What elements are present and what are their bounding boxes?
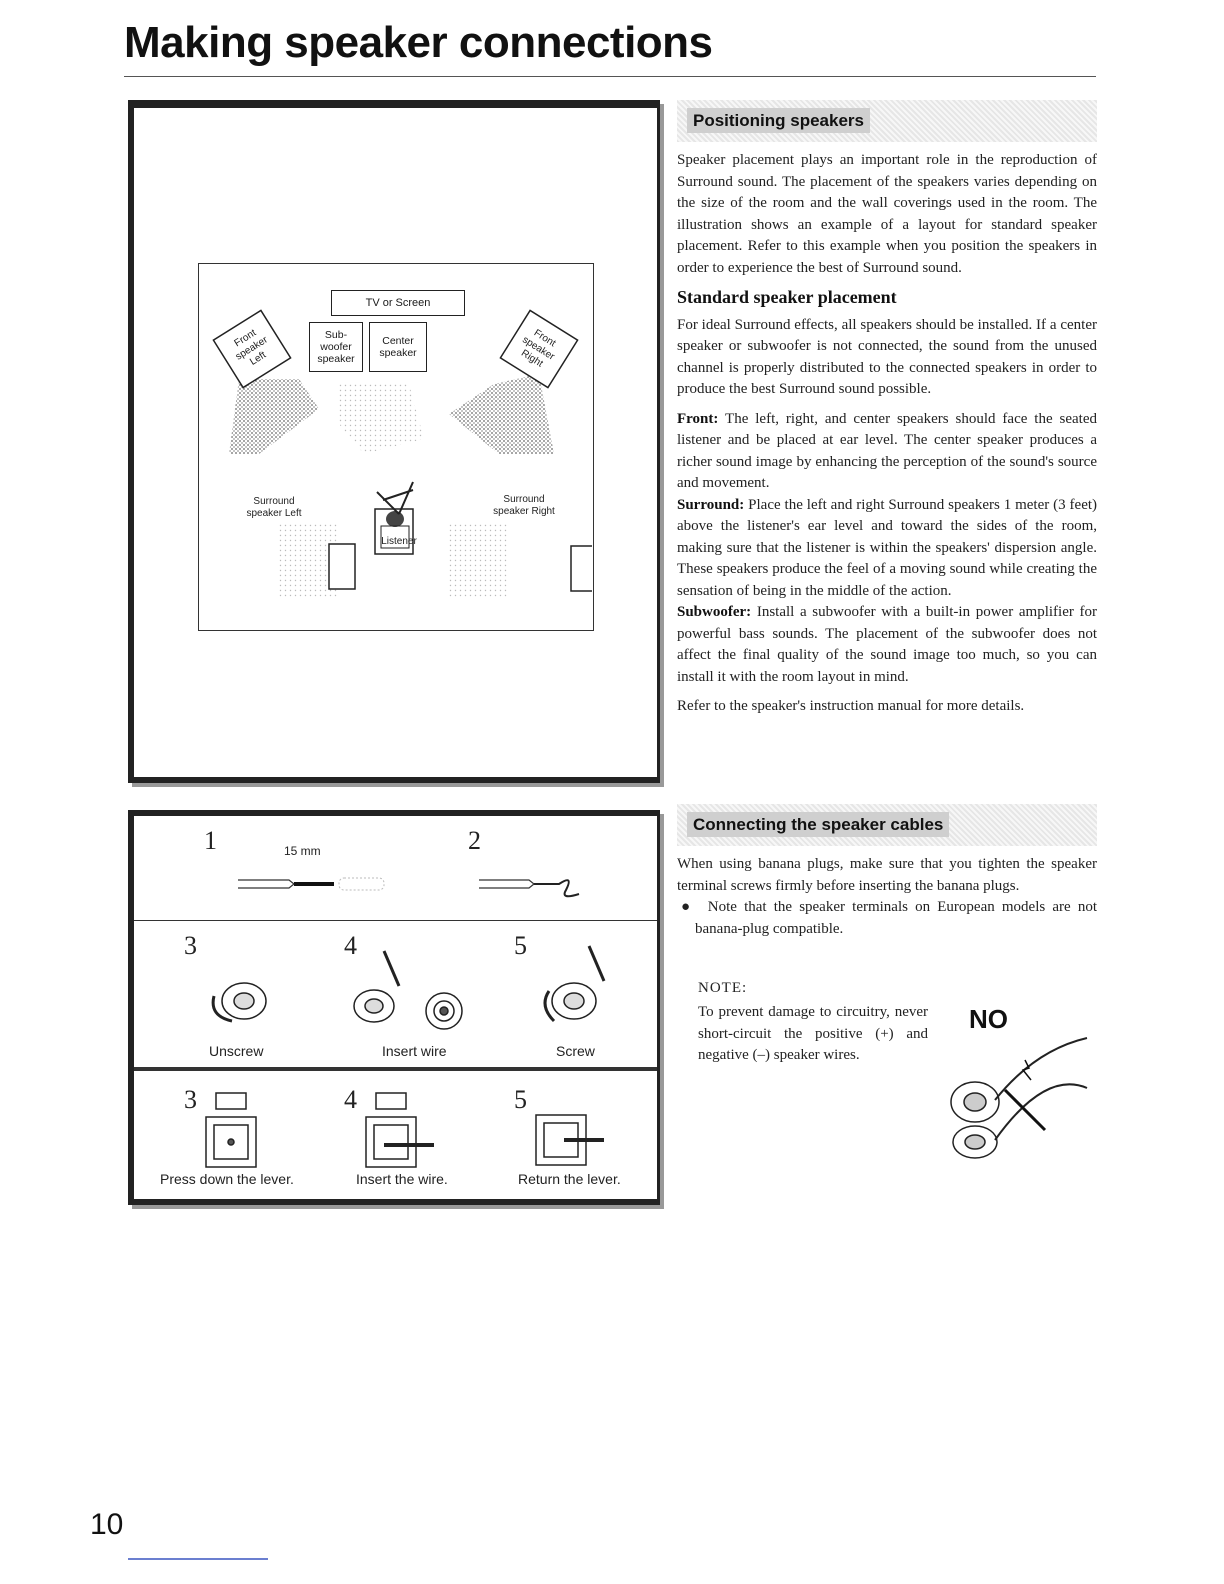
strip-wire-row <box>134 816 657 921</box>
step-number: 1 <box>204 826 217 855</box>
tv-screen-box <box>331 290 465 316</box>
unscrew-terminal-icon <box>213 983 266 1021</box>
positioning-body <box>677 150 1097 718</box>
front-left-label: Front speaker Left <box>232 327 270 368</box>
center-sound-cone <box>339 384 424 454</box>
step-caption: Insert the wire. <box>356 1171 448 1187</box>
insert-wire-lever-icon <box>366 1093 434 1167</box>
positioning-intro: Speaker placement plays an important role in the reproduction of Surround sound. The placement of the speakers varies depending on the size of the room and the wall coverings used in the room. The illustration shows an example of a layout for standard speaker placement. Refer to this example when you position the speakers in order to experience the best of Surround sound. <box>677 152 1097 276</box>
step-number: 4 <box>344 931 357 960</box>
front-right-label: Front speaker Right <box>519 327 558 370</box>
front-right-sound-cone <box>449 374 554 454</box>
connecting-body <box>677 854 1097 940</box>
front-left-sound-cone <box>229 379 319 454</box>
front-label: Front: <box>677 410 719 427</box>
tv-screen-label: TV or Screen <box>365 297 431 309</box>
step-caption: Unscrew <box>209 1043 264 1059</box>
step-caption: Return the lever. <box>518 1171 621 1187</box>
surround-paragraph: Surround: Place the left and right Surround speakers 1 meter (3 feet) above the listener's ear level and toward the sides of the room, making sure that the listener is within the speakers' dispersion angle. These speakers produce the feel of a moving sound while creating the sensation of being in the middle of the action. <box>677 496 1098 599</box>
step-number: 4 <box>344 1085 357 1114</box>
center-speaker-label: Center speaker <box>379 335 417 359</box>
step-number: 3 <box>184 931 197 960</box>
refer-text: Refer to the speaker's instruction manual for more details. <box>677 698 1025 714</box>
step-caption: Screw <box>556 1043 595 1059</box>
surround-right-speaker-icon <box>571 546 592 591</box>
front-paragraph: Front: The left, right, and center speakers should face the seated listener and be placed at ear level. The center speaker produces a richer sound image by enhancing the perception of the sound's source and movement. <box>677 410 1097 491</box>
speaker-placement-panel <box>128 100 660 783</box>
lever-terminal-row <box>134 1075 657 1200</box>
room-diagram <box>198 263 594 631</box>
subwoofer-label: Sub- woofer speaker <box>317 329 355 365</box>
listener-label: Listener <box>381 536 417 547</box>
step-caption: Insert wire <box>382 1043 447 1059</box>
title-rule <box>124 76 1096 77</box>
surround-left-label: Surround speaker Left <box>246 496 302 519</box>
surround-left-speaker-icon <box>329 544 355 589</box>
subwoofer-box <box>309 322 363 372</box>
return-lever-icon <box>536 1115 604 1165</box>
surround-label: Surround: <box>677 496 745 513</box>
step-number: 5 <box>514 931 527 960</box>
screw-terminal-icon <box>545 946 604 1021</box>
page-number: 10 <box>90 1508 124 1541</box>
insert-wire-terminal-icon <box>354 951 462 1029</box>
center-speaker-box <box>369 322 427 372</box>
footer-rule <box>128 1558 268 1560</box>
note-text: To prevent damage to circuitry, never short-circuit the positive (+) and negative (–) speaker wires. <box>698 1004 928 1063</box>
step-caption: Press down the lever. <box>160 1171 294 1187</box>
step-number: 2 <box>468 826 481 855</box>
positioning-heading: Positioning speakers <box>677 100 1097 142</box>
european-model-note: ● Note that the speaker terminals on European models are not banana-plug compatible. <box>681 899 1097 937</box>
strip-length-label: 15 mm <box>284 844 321 858</box>
screw-terminal-row <box>134 921 657 1071</box>
surround-right-label: Surround speaker Right <box>493 494 555 517</box>
note-label: NOTE: <box>698 980 748 996</box>
page-title: Making speaker connections <box>124 18 713 67</box>
ideal-placement-text: For ideal Surround effects, all speakers should be installed. If a center speaker or subwoofer is not connected, the sound from the unused channel is properly distributed to the connected speakers in order to produce the best Surround sound possible. <box>677 316 1097 397</box>
banana-plug-text: When using banana plugs, make sure that you tighten the speaker terminal screws firmly before inserting the banana plugs. <box>677 856 1097 894</box>
wiring-steps-panel <box>128 810 660 1205</box>
subwoofer-label: Subwoofer: <box>677 604 752 620</box>
step-number: 3 <box>184 1085 197 1114</box>
step-number: 5 <box>514 1085 527 1114</box>
short-circuit-warning-illustration <box>935 1030 1095 1160</box>
room-illustration <box>199 264 592 629</box>
press-lever-icon <box>206 1093 256 1167</box>
connecting-heading: Connecting the speaker cables <box>677 804 1097 846</box>
surround-right-sound-area <box>449 524 509 599</box>
subwoofer-paragraph: Subwoofer: Install a subwoofer with a built-in power amplifier for powerful bass sounds. The placement of the subwoofer does not affect the final quality of the sound image too much, so you can install it with the room layout in mind. <box>677 604 1097 685</box>
no-warning-label: NO <box>969 1004 1008 1034</box>
standard-placement-subheading: Standard speaker placement <box>677 287 897 307</box>
stripped-wire-illustration <box>134 816 654 916</box>
